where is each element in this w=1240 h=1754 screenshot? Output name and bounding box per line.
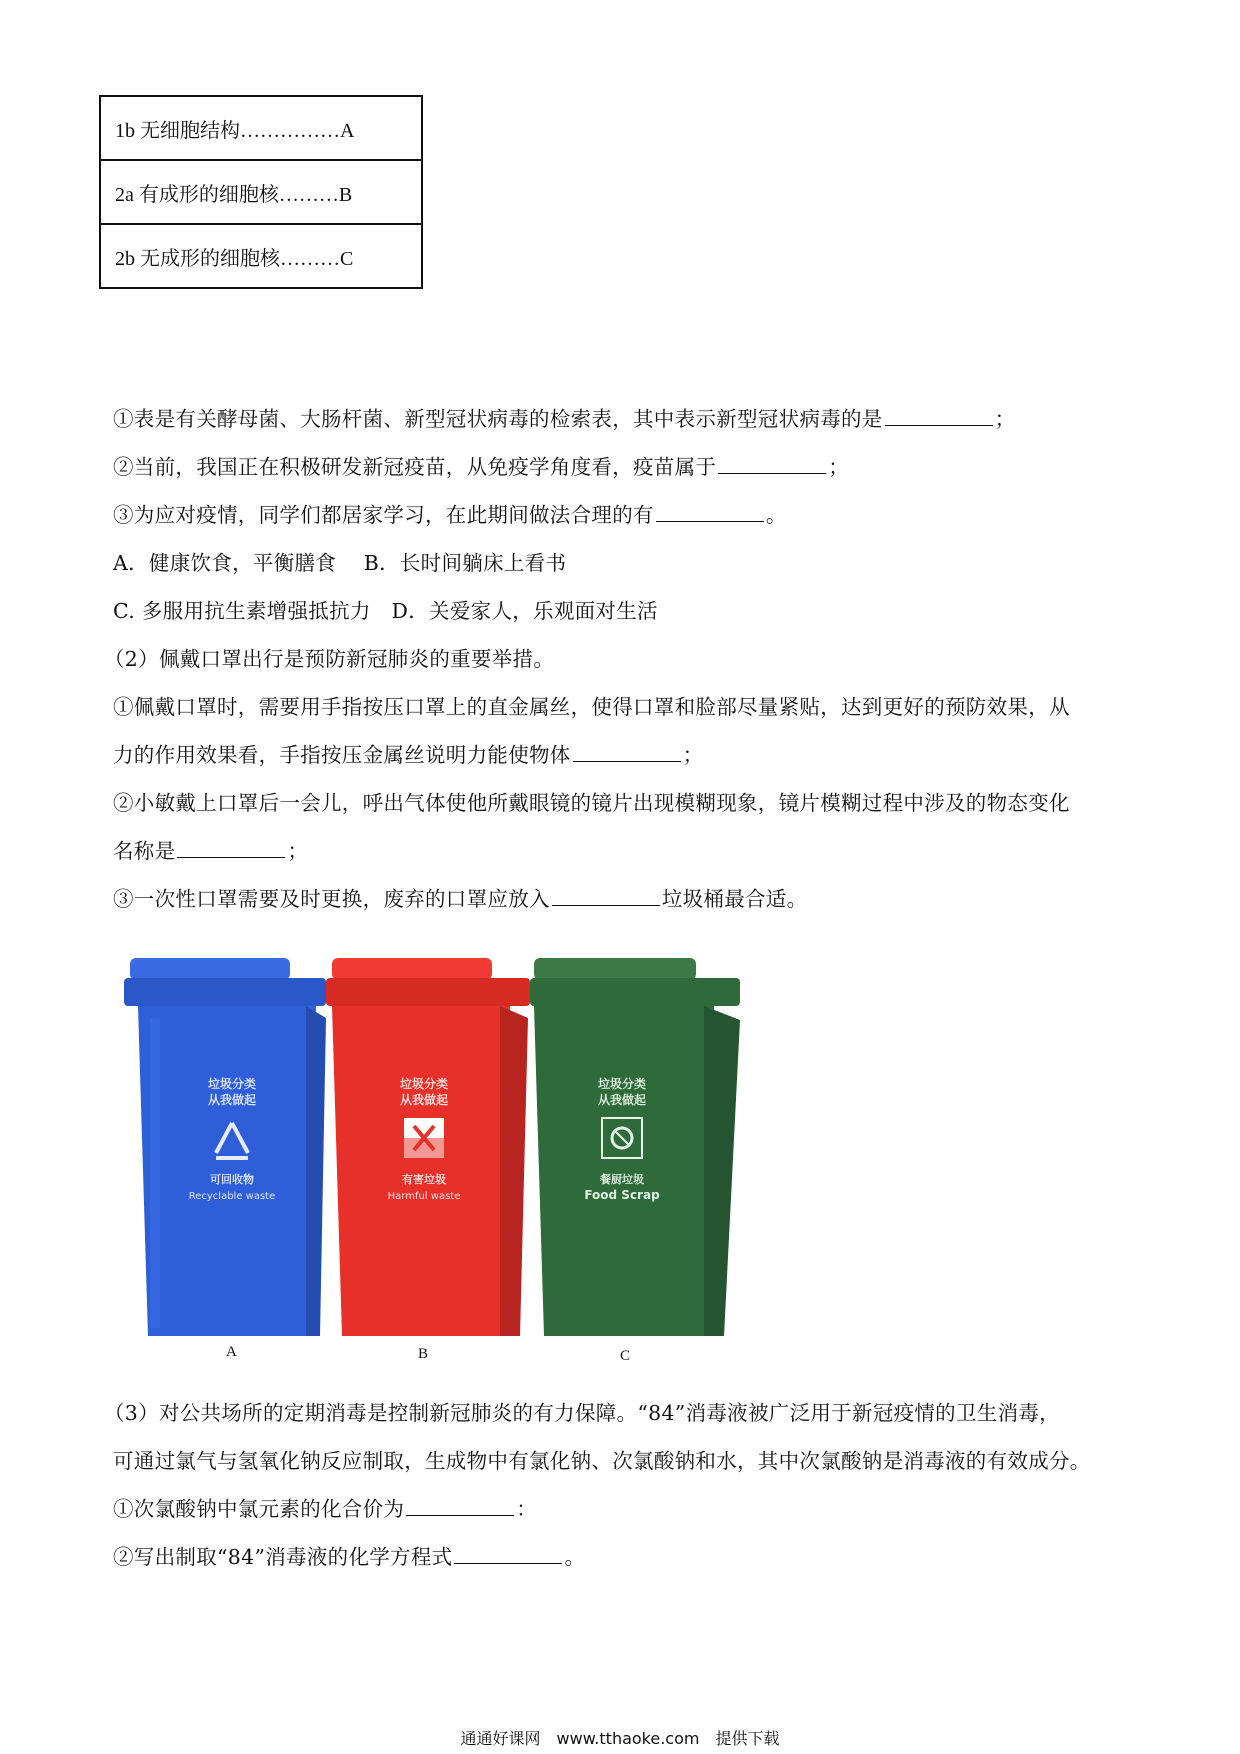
key-row-2b: 2b 无成形的细胞核………C — [100, 224, 422, 288]
answer-blank[interactable] — [656, 520, 764, 522]
bin-c — [530, 958, 740, 1336]
trash-bins-illustration — [120, 958, 760, 1358]
svg-text:垃圾分类: 垃圾分类 — [207, 1077, 257, 1091]
q3-s2: ②写出制取“84”消毒液的化学方程式 。 — [113, 1545, 586, 1569]
bin-b — [326, 958, 530, 1336]
trash-bins-figure — [120, 958, 760, 1378]
table-row — [100, 224, 422, 288]
bin-a — [124, 958, 326, 1336]
answer-blank[interactable] — [177, 856, 285, 858]
key-table — [99, 95, 423, 289]
svg-text:垃圾分类: 垃圾分类 — [597, 1077, 647, 1091]
svg-text:餐厨垃圾: 餐厨垃圾 — [600, 1173, 644, 1186]
key-row-1b: 1b 无细胞结构……………A — [100, 96, 422, 160]
svg-text:从我做起: 从我做起 — [399, 1093, 449, 1107]
table-row — [100, 96, 422, 160]
bin-label-a: A — [226, 1344, 237, 1360]
svg-text:Harmful waste: Harmful waste — [387, 1191, 461, 1202]
q1-line1: ①表是有关酵母菌、大肠杆菌、新型冠状病毒的检索表，其中表示新型冠状病毒的是 ； — [113, 407, 1016, 431]
q3-s1: ①次氯酸钠中氯元素的化合价为 ： — [113, 1497, 538, 1521]
bin-label-b: B — [418, 1346, 429, 1362]
q1-line2: ②当前，我国正在积极研发新冠疫苗，从免疫学角度看，疫苗属于 ； — [113, 455, 850, 479]
options-cd: C. 多服用抗生素增强抵抗力 D．关爱家人，乐观面对生活 — [113, 599, 658, 623]
key-row-2a: 2a 有成形的细胞核………B — [100, 160, 422, 224]
q3-p1: （3）对公共场所的定期消毒是控制新冠肺炎的有力保障。“84”消毒液被广泛用于新冠疫情的卫生消毒， — [104, 1401, 1060, 1425]
answer-blank[interactable] — [552, 904, 660, 906]
hazard-icon — [404, 1118, 444, 1158]
svg-text:从我做起: 从我做起 — [207, 1093, 257, 1107]
q2-p3: ③一次性口罩需要及时更换，废弃的口罩应放入 垃圾桶最合适。 — [113, 887, 808, 911]
q2-p2b: 名称是 ； — [113, 839, 309, 863]
q2-p1a: ①佩戴口罩时，需要用手指按压口罩上的直金属丝，使得口罩和脸部尽量紧贴，达到更好的预防效果，从 — [113, 695, 1070, 719]
q2-p1b: 力的作用效果看，手指按压金属丝说明力能使物体 ； — [113, 743, 704, 767]
q1-line3: ③为应对疫情，同学们都居家学习，在此期间做法合理的有 。 — [113, 503, 787, 527]
svg-text:有害垃圾: 有害垃圾 — [402, 1173, 446, 1186]
svg-text:垃圾分类: 垃圾分类 — [399, 1077, 449, 1091]
svg-text:从我做起: 从我做起 — [597, 1093, 647, 1107]
answer-blank[interactable] — [885, 424, 993, 426]
options-ab: A．健康饮食，平衡膳食 B．长时间躺床上看书 — [113, 551, 567, 575]
answer-blank[interactable] — [718, 472, 826, 474]
q2-intro: （2）佩戴口罩出行是预防新冠肺炎的重要举措。 — [104, 647, 555, 671]
q3-p2: 可通过氯气与氢氧化钠反应制取，生成物中有氯化钠、次氯酸钠和水，其中次氯酸钠是消毒液的有效成分。 — [113, 1449, 1091, 1473]
answer-blank[interactable] — [573, 760, 681, 762]
q2-p2a: ②小敏戴上口罩后一会儿，呼出气体使他所戴眼镜的镜片出现模糊现象，镜片模糊过程中涉及的物态变化 — [113, 791, 1070, 815]
footer-source: 通通好课网 www.tthaoke.com 提供下载 — [460, 1729, 780, 1748]
table-row — [100, 160, 422, 224]
svg-text:可回收物: 可回收物 — [210, 1173, 254, 1186]
svg-text:Food Scrap: Food Scrap — [584, 1188, 660, 1202]
answer-blank[interactable] — [406, 1514, 514, 1516]
bin-label-c: C — [620, 1348, 631, 1364]
svg-text:Recyclable waste: Recyclable waste — [188, 1191, 276, 1202]
answer-blank[interactable] — [454, 1562, 562, 1564]
